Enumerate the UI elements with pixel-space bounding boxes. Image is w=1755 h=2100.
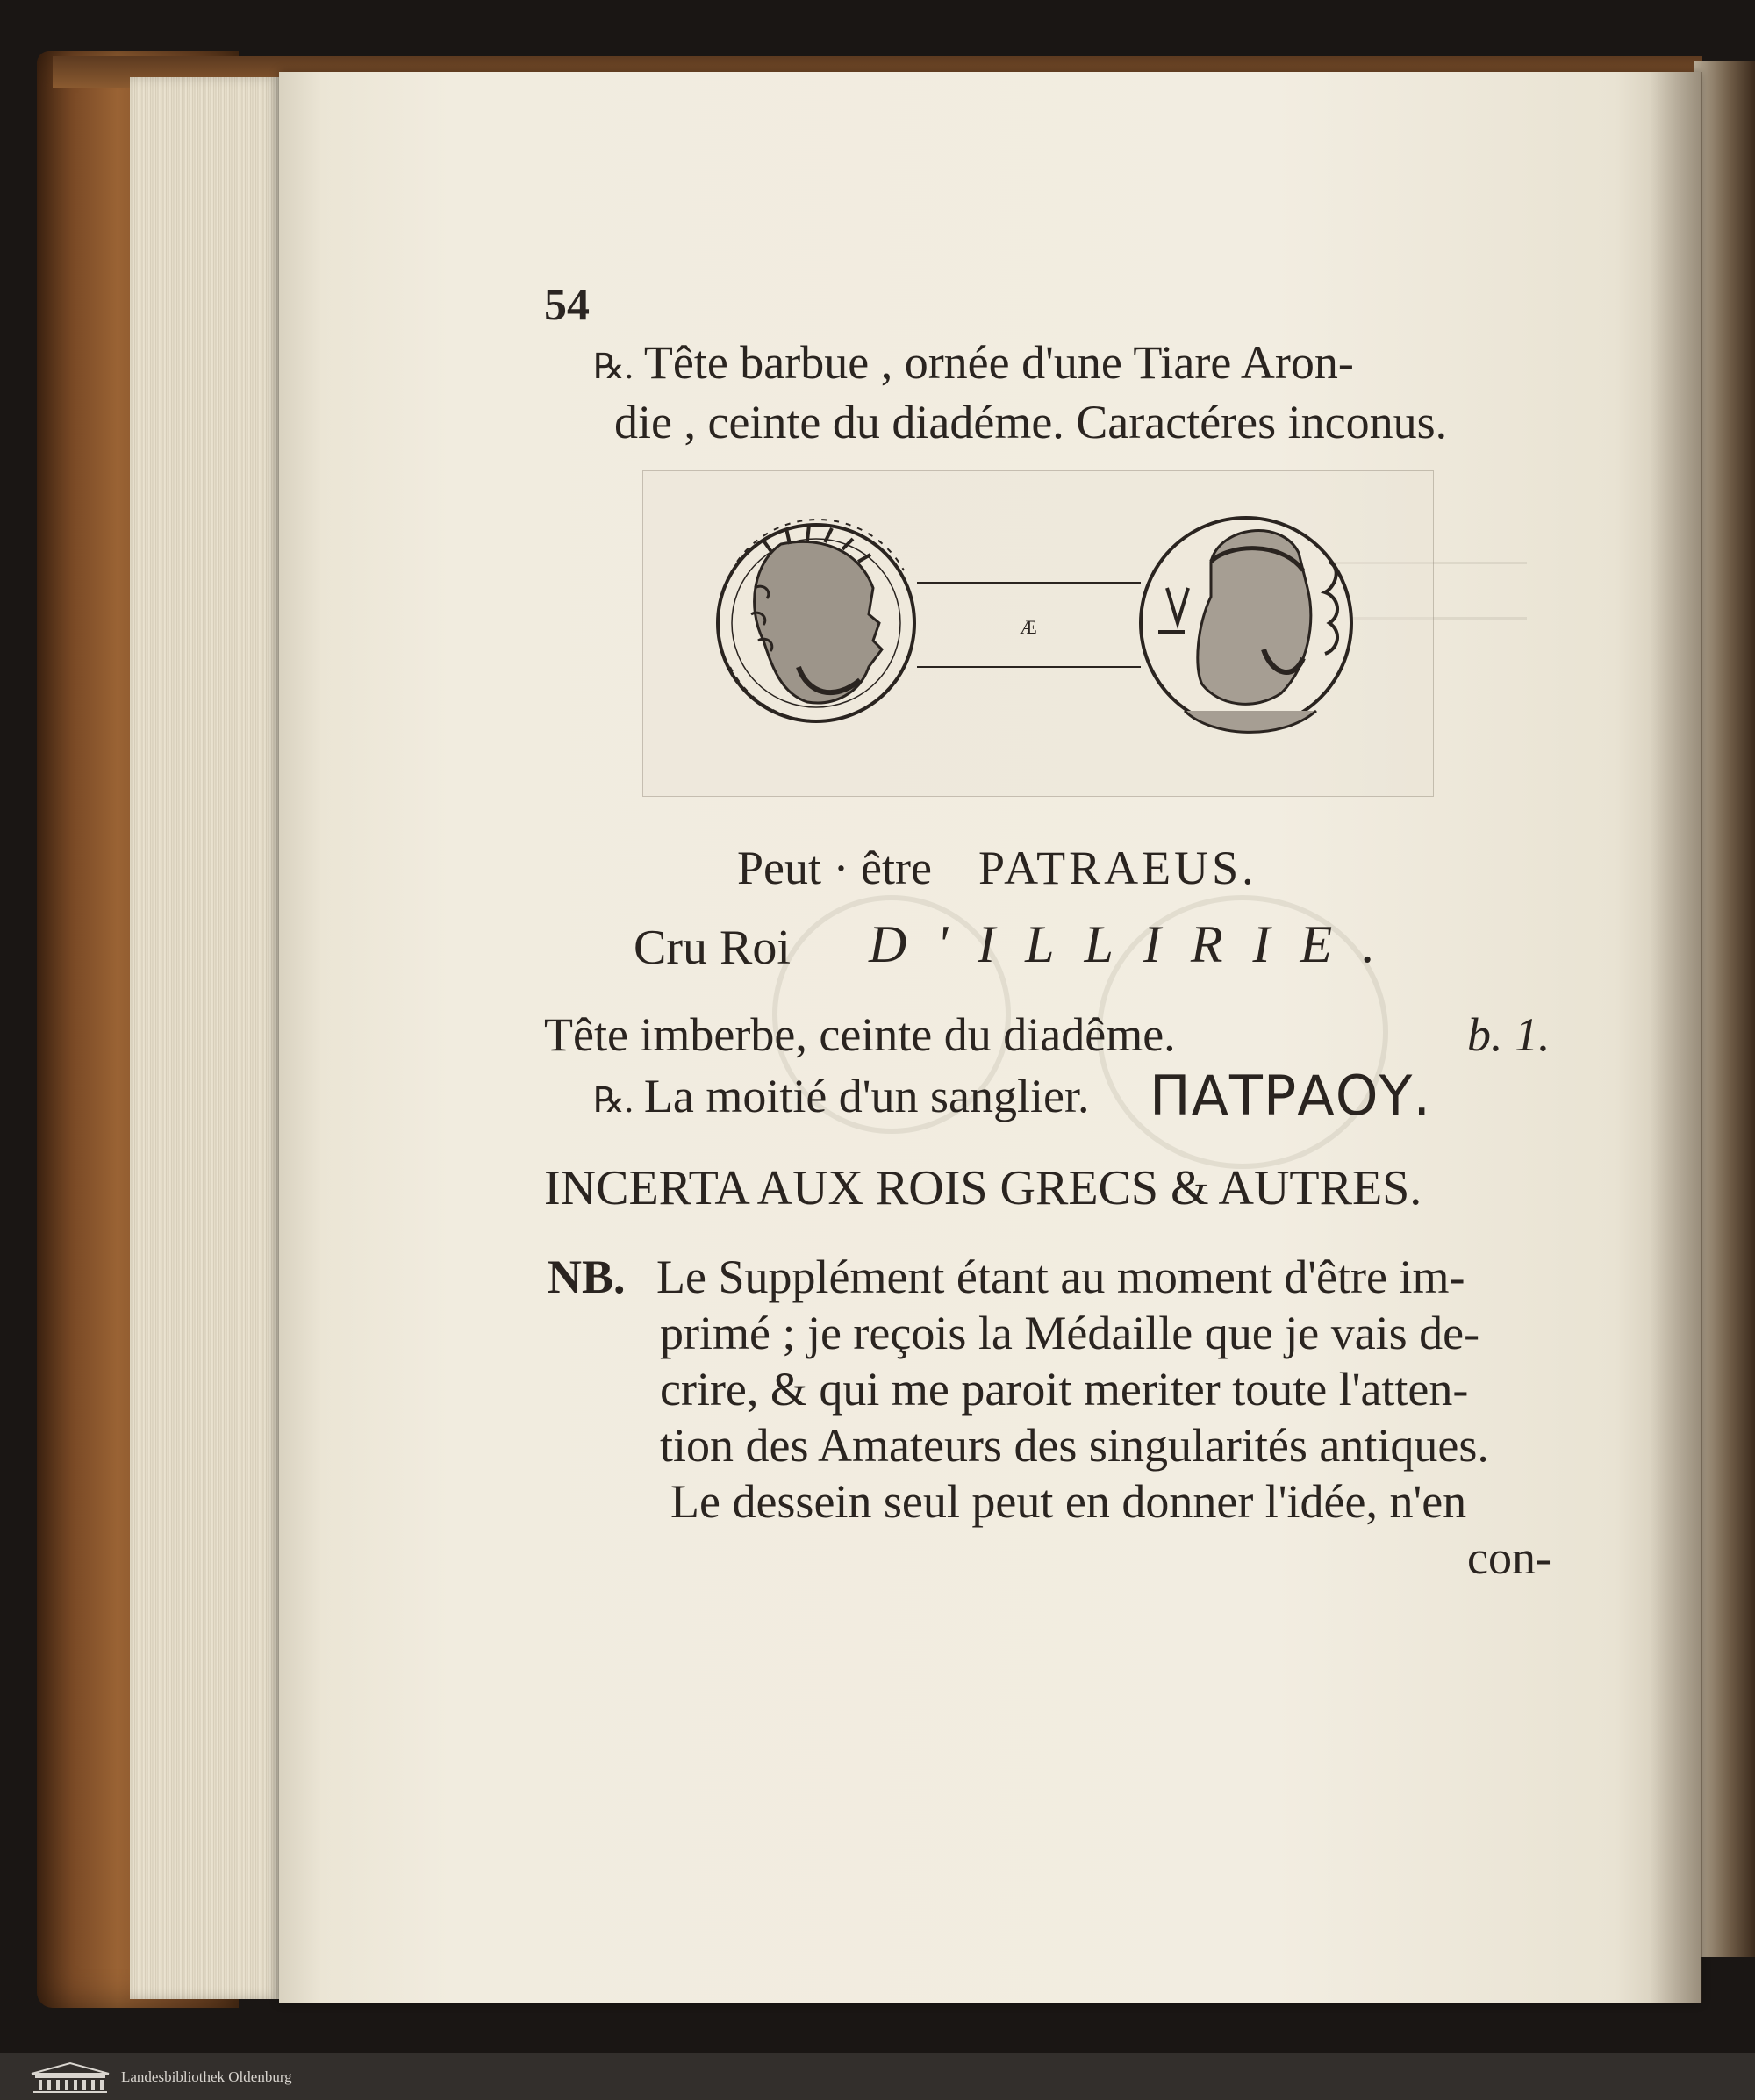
library-name: Landesbibliothek Oldenburg	[121, 2068, 292, 2085]
obverse-coin-icon	[718, 520, 914, 721]
page-edges	[130, 77, 281, 1999]
paragraph-line-5: Le dessein seul peut en donner l'idée, n'en	[670, 1475, 1467, 1528]
book-board-right	[1694, 61, 1755, 1957]
reverse-coin-icon	[1141, 518, 1351, 732]
section-title: INCERTA AUX ROIS GRECS & AUTRES.	[544, 1161, 1422, 1215]
page-number: 54	[544, 280, 590, 330]
reverse-text-1: Tête barbue , ornée d'une Tiare Aron-	[643, 336, 1354, 389]
heading-prefix: Peut · être	[737, 842, 932, 894]
paragraph-line-2: primé ; je reçois la Médaille que je vais de-	[660, 1307, 1480, 1359]
catchword: con-	[1467, 1531, 1551, 1584]
obverse-description: Tête imberbe, ceinte du diadême.	[544, 1008, 1176, 1061]
reverse-sign: ℞.	[593, 347, 634, 386]
reverse-sign-2: ℞.	[593, 1080, 634, 1120]
reverse-2-text: La moitié d'un sanglier.	[643, 1070, 1090, 1122]
nb-label: NB.	[548, 1251, 626, 1303]
heading-name: PATRAEUS.	[978, 842, 1257, 894]
greek-legend: ΠΑΤΡΑΟΥ.	[1150, 1064, 1432, 1128]
reverse-description-2	[593, 1069, 1089, 1123]
subheading-name: D'ILLIRIE.	[869, 915, 1406, 973]
paragraph-line-3: crire, & qui me paroit meriter toute l'atten-	[660, 1363, 1469, 1416]
paragraph-line-4: tion des Amateurs des singularités antiques.	[660, 1419, 1489, 1472]
plate-label: Æ	[1020, 616, 1037, 638]
coin-engraving	[649, 491, 1422, 790]
gutter-shadow	[1650, 72, 1702, 2003]
reverse-description-line-2: die , ceinte du diadéme. Caractéres inconus.	[614, 396, 1448, 448]
reverse-description-line-1	[593, 335, 1354, 390]
subheading-prefix: Cru Roi	[634, 921, 791, 975]
rarity-mark: b. 1.	[1467, 1008, 1551, 1061]
library-building-icon	[28, 2060, 112, 2095]
paragraph-line-1: Le Supplément étant au moment d'être im-	[656, 1251, 1465, 1303]
footer-bar	[0, 2053, 1755, 2100]
